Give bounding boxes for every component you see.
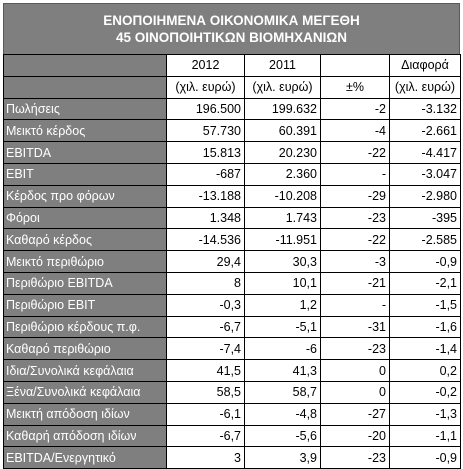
value-pct-change: 0: [321, 360, 390, 382]
financial-table-container: [3, 3, 460, 469]
value-2012: -6,1: [167, 403, 245, 425]
row-label: Μεικτή απόδοση ιδίων: [4, 403, 167, 425]
table-row: [4, 98, 461, 120]
value-2012: -6,7: [167, 316, 245, 338]
table-row: [4, 294, 461, 316]
table-row: [4, 272, 461, 294]
value-pct-change: -22: [321, 229, 390, 251]
table-row: [4, 425, 461, 447]
value-pct-change: 0: [321, 381, 390, 403]
value-2012: 58,5: [167, 381, 245, 403]
table-row: [4, 403, 461, 425]
row-label: Περιθώριο κέρδους π.φ.: [4, 316, 167, 338]
row-label: Ιδια/Συνολικά κεφάλαια: [4, 360, 167, 382]
header-difference: Διαφορά: [390, 55, 461, 77]
value-2011: 10,1: [245, 272, 321, 294]
value-2012: -7,4: [167, 338, 245, 360]
row-label: Καθαρή απόδοση ιδίων: [4, 425, 167, 447]
value-2011: 41,3: [245, 360, 321, 382]
value-2011: -11.951: [245, 229, 321, 251]
value-pct-change: -3: [321, 251, 390, 273]
value-2011: 199.632: [245, 98, 321, 120]
value-pct-change: -4: [321, 120, 390, 142]
row-label: Περιθώριο EBIT: [4, 294, 167, 316]
financial-table: [3, 54, 461, 469]
row-label: Φόροι: [4, 207, 167, 229]
row-label: EBIT: [4, 163, 167, 185]
row-label: Κέρδος προ φόρων: [4, 185, 167, 207]
value-2011: 20.230: [245, 142, 321, 164]
table-row: [4, 207, 461, 229]
value-2012: 1.348: [167, 207, 245, 229]
value-difference: -1,6: [390, 316, 461, 338]
value-2012: 3: [167, 447, 245, 469]
header-unit-difference: (χιλ. ευρώ): [390, 76, 461, 98]
row-label: Μεικτό περιθώριο: [4, 251, 167, 273]
value-2011: -5,6: [245, 425, 321, 447]
value-difference: -395: [390, 207, 461, 229]
header-unit-2012: (χιλ. ευρώ): [167, 76, 245, 98]
value-2011: 1.743: [245, 207, 321, 229]
value-2012: 41,5: [167, 360, 245, 382]
table-row: [4, 120, 461, 142]
table-row: [4, 185, 461, 207]
header-2012: 2012: [167, 55, 245, 77]
value-2011: 3,9: [245, 447, 321, 469]
header-pct-blank: [321, 55, 390, 77]
value-difference: -0,9: [390, 251, 461, 273]
table-title: [3, 3, 460, 54]
header-row-units: [4, 76, 461, 98]
row-label: Περιθώριο EBITDA: [4, 272, 167, 294]
value-2011: -10.208: [245, 185, 321, 207]
value-2012: -6,7: [167, 425, 245, 447]
row-label: Ξένα/Συνολικά κεφάλαια: [4, 381, 167, 403]
table-row: [4, 338, 461, 360]
value-difference: -2.585: [390, 229, 461, 251]
table-row: [4, 381, 461, 403]
table-body: [4, 55, 461, 469]
row-label: Καθαρό κέρδος: [4, 229, 167, 251]
value-difference: -0,2: [390, 381, 461, 403]
value-difference: -1,3: [390, 403, 461, 425]
value-pct-change: -22: [321, 142, 390, 164]
value-difference: -0,9: [390, 447, 461, 469]
table-row: [4, 163, 461, 185]
value-difference: -1,5: [390, 294, 461, 316]
value-pct-change: -2: [321, 98, 390, 120]
value-difference: 0,2: [390, 360, 461, 382]
value-2011: 1,2: [245, 294, 321, 316]
value-pct-change: -31: [321, 316, 390, 338]
value-2012: 15.813: [167, 142, 245, 164]
value-pct-change: -: [321, 294, 390, 316]
value-pct-change: -21: [321, 272, 390, 294]
header-blank-cell: [4, 55, 167, 77]
value-difference: -2,1: [390, 272, 461, 294]
value-difference: -2.661: [390, 120, 461, 142]
value-2012: 8: [167, 272, 245, 294]
value-2012: 57.730: [167, 120, 245, 142]
header-pct: ±%: [321, 76, 390, 98]
value-2011: 60.391: [245, 120, 321, 142]
value-2011: -5,1: [245, 316, 321, 338]
title-line-1: ΕΝΟΠΟΙΗΜΕΝΑ ΟΙΚΟΝΟΜΙΚΑ ΜΕΓΕΘΗ: [103, 13, 360, 28]
table-row: [4, 142, 461, 164]
row-label: Μεικτό κέρδος: [4, 120, 167, 142]
value-pct-change: -23: [321, 338, 390, 360]
value-2012: -0,3: [167, 294, 245, 316]
value-2012: 29,4: [167, 251, 245, 273]
value-difference: -3.047: [390, 163, 461, 185]
header-unit-2011: (χιλ. ευρώ): [245, 76, 321, 98]
value-pct-change: -29: [321, 185, 390, 207]
table-row: [4, 251, 461, 273]
row-label: EBITDA/Ενεργητικό: [4, 447, 167, 469]
table-row: [4, 360, 461, 382]
header-row-years: [4, 55, 461, 77]
value-pct-change: -23: [321, 207, 390, 229]
value-pct-change: -: [321, 163, 390, 185]
value-difference: -3.132: [390, 98, 461, 120]
row-label: Πωλήσεις: [4, 98, 167, 120]
table-row: [4, 229, 461, 251]
value-difference: -4.417: [390, 142, 461, 164]
header-blank-cell: [4, 76, 167, 98]
value-pct-change: -27: [321, 403, 390, 425]
table-row: [4, 447, 461, 469]
value-2011: -4,8: [245, 403, 321, 425]
title-line-2: 45 ΟΙΝΟΠΟΙΗΤΙΚΩΝ ΒΙΟΜΗΧΑΝΙΩΝ: [116, 30, 347, 45]
value-2012: -687: [167, 163, 245, 185]
value-2011: 58,7: [245, 381, 321, 403]
row-label: EBITDA: [4, 142, 167, 164]
header-2011: 2011: [245, 55, 321, 77]
value-2012: -13.188: [167, 185, 245, 207]
value-2012: -14.536: [167, 229, 245, 251]
value-difference: -2.980: [390, 185, 461, 207]
value-2011: 30,3: [245, 251, 321, 273]
row-label: Καθαρό περιθώριο: [4, 338, 167, 360]
value-2011: 2.360: [245, 163, 321, 185]
value-pct-change: -23: [321, 447, 390, 469]
value-pct-change: -20: [321, 425, 390, 447]
value-difference: -1,1: [390, 425, 461, 447]
value-2012: 196.500: [167, 98, 245, 120]
table-row: [4, 316, 461, 338]
value-difference: -1,4: [390, 338, 461, 360]
value-2011: -6: [245, 338, 321, 360]
